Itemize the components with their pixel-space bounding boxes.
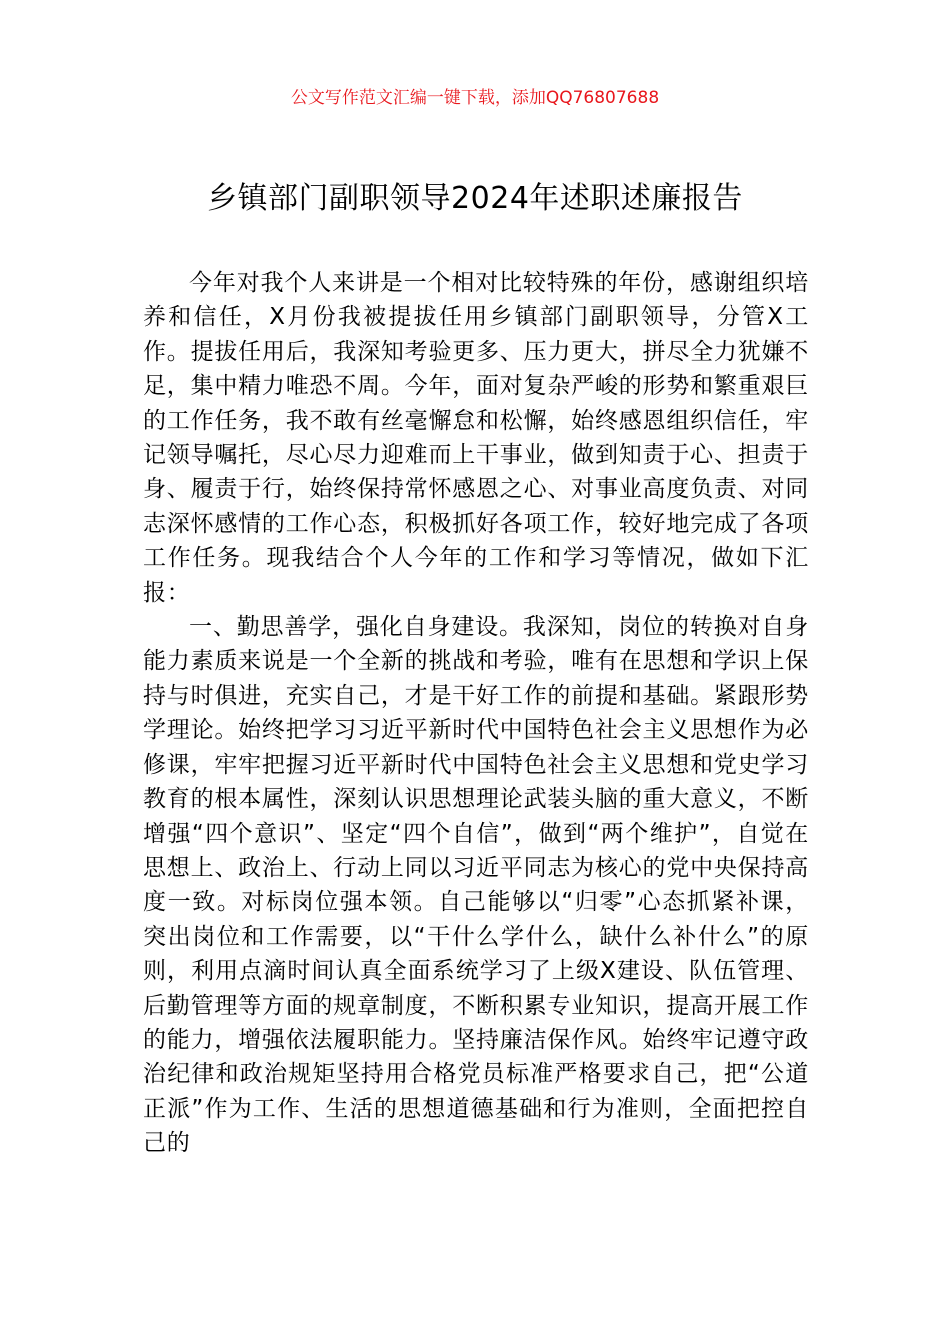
header-note: 公文写作范文汇编一键下载，添加QQ76807688 (290, 88, 660, 108)
document-title: 乡镇部门副职领导2024年述职述廉报告 (207, 181, 743, 216)
paragraph-section-one: 一、勤思善学，强化自身建设。我深知，岗位的转换对自身能力素质来说是一个全新的挑战和考验，唯有在思想和学识上保持与时俱进，充实自己，才是干好工作的前提和基础。紧跟形势学理论。始终把学习习近平新时代中国特色社会主义思想作为必修课，牢牢把握习近平新时代中国特色社会主义思想和党史学习教育的根本属性，深刻认识思想理论武装头脑的重大意义，不断增强“四个意识”、坚定“四个自信”，做到“两个维护”，自觉在思想上、政治上、行动上同以习近平同志为核心的党中央保持高度一致。对标岗位强本领。自己能够以“归零”心态抓紧补课，突出岗位和工作需要，以“干什么学什么，缺什么补什么”的原则，利用点滴时间认真全面系统学习了上级X建设、队伍管理、后勤管理等方面的规章制度，不断积累专业知识，提高开展工作的能力，增强依法履职能力。坚持廉洁保作风。始终牢记遵守政治纪律和政治规矩坚持用合格党员标准严格要求自己，把“公道正派”作为工作、生活的思想道德基础和行为准则，全面把控自己的 (143, 614, 809, 1157)
paragraph-intro: 今年对我个人来讲是一个相对比较特殊的年份，感谢组织培养和信任，X月份我被提拔任用乡镇部门副职领导，分管X工作。提拔任用后，我深知考验更多、压力更大，拼尽全力犹嫌不足，集中精力唯恐不周。今年，面对复杂严峻的形势和繁重艰巨的工作任务，我不敢有丝毫懈怠和松懈，始终感恩组织信任，牢记领导嘱托，尽心尽力迎难而上干事业，做到知责于心、担责于身、履责于行，始终保持常怀感恩之心、对事业高度负责、对同志深怀感情的工作心态，积极抓好各项工作，较好地完成了各项工作任务。现我结合个人今年的工作和学习等情况，做如下汇报： (143, 270, 809, 606)
document-body (143, 266, 809, 1161)
